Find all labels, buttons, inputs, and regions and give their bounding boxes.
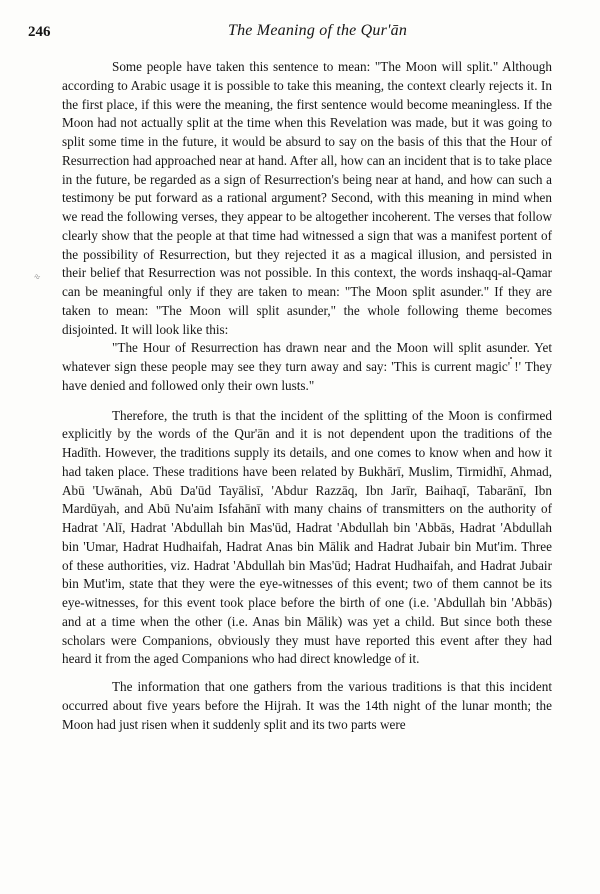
block-quote: "The Hour of Resurrection has drawn near and the Moon will split asunder. Yet whatever sign these people may see they turn away and say: 'This is current magic' !' They have denied and followed only their own lusts."	[62, 340, 552, 393]
paragraph-3: The information that one gathers from the various traditions is that this incident occurred about five years before the Hijrah. It was the 14th night of the lunar month; the Moon had just risen when it suddenly split and its two parts were	[62, 679, 552, 732]
page-header	[28, 22, 560, 46]
paragraph-2: Therefore, the truth is that the incident of the splitting of the Moon is confirmed explicitly by the words of the Qur'ān and it is not dependent upon the traditions of the Hadīth. However, the traditions supply its details, and one comes to know when and how it had taken place. These traditions have been related by Bukhārī, Muslim, Tirmidhī, Ahmad, Abū 'Uwānah, Abū Da'ūd Tayālisī, 'Abdur Razzāq, Ibn Jarīr, Baihaqī, Tabarānī, Ibn Mardūyah, and Abū Nu'aim Isfahānī with many chains of transmitters on the authority of Hadrat 'Alī, Hadrat 'Abdullah bin Mas'ūd, Hadrat 'Abdullah bin 'Abbās, Hadrat 'Abdullah bin 'Umar, Hadrat Hudhaifah, Hadrat Anas bin Mālik and Hadrat Jubair bin Mut'im. Three of these authorities, viz. Hadrat 'Abdullah bin Mas'ūd; Hadrat Hudhaifah, and Hadrat Jubair bin Mut'im, state that they were the eye-witnesses of this event; two of them cannot be its eye-witnesses, for this event took place before the birth of one (i.e. 'Abdullah bin 'Abbās) and at a time when the other (i.e. Anas bin Mālik) was yet a child. But since both these scholars were Companions, obviously they must have reported this event after they had heard it from the aged Companions who had direct knowledge of it.	[62, 407, 552, 667]
scan-artifact-mark: ≈	[31, 271, 42, 284]
running-title: The Meaning of the Qur'ān	[228, 22, 408, 39]
body-text	[62, 58, 552, 734]
page-number: 246	[28, 24, 51, 40]
paragraph-1: Some people have taken this sentence to mean: "The Moon will split." Although according to Arabic usage it is possible to take this meaning, the context clearly rejects it. In the first place, if this were the meaning, the first sentence would become meaningless. If the Moon had not actually split at the time when this Revelation was made, but it was going to split some time in the future, it would be absurd to say on the basis of this that the Hour of Resurrection had approached near at hand. After all, how can an incident that is to take place in the future, be regarded as a sign of Resurrection's being near at hand, and how can such a testimony be put forward as a rational argument? Second, with this meaning in mind when we read the following verses, they appear to be altogether incoherent. The verses that follow clearly show that the people at that time had witnessed a sign that was a manifest portent of the possibility of Resurrection, but they rejected it as a magical illusion, and persisted in their belief that Resurrection was not possible. In this context, the words inshaqq-al-Qamar can be meaningful only if they are taken to mean: "The Moon split asunder." If they are taken to mean: "The Moon will split asunder," the whole following theme becomes disjointed. It will look like this:	[62, 59, 552, 337]
